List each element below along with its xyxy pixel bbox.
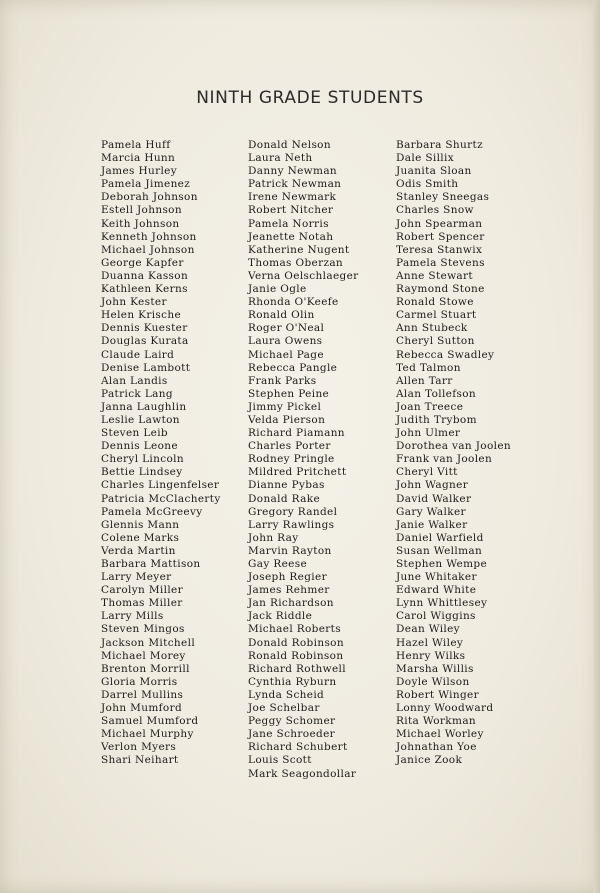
student-name: Lynda Scheid [248, 688, 325, 701]
student-name: Barbara Shurtz [396, 139, 483, 151]
student-name: Thomas Miller [101, 597, 183, 610]
student-name: Joan Treece [396, 400, 464, 413]
student-name: Colene Marks [101, 531, 180, 544]
student-name: Gregory Randel [248, 505, 338, 518]
student-name: Claude Laird [101, 348, 175, 361]
student-name: Denise Lambott [101, 361, 191, 374]
student-name: Gay Reese [248, 558, 308, 570]
student-name: Donald Robinson [248, 636, 344, 649]
student-name: Janie Walker [396, 518, 468, 531]
student-name: Ann Stubeck [396, 322, 468, 335]
student-name: George Kapfer [101, 256, 184, 269]
page-title: NINTH GRADE STUDENTS [196, 88, 424, 108]
student-name: Stephen Wempe [396, 558, 488, 570]
student-name: Michael Murphy [101, 728, 194, 741]
student-name: Charles Lingenfelser [101, 479, 220, 492]
student-name: Larry Rawlings [248, 518, 335, 531]
student-name: Cheryl Lincoln [101, 453, 184, 466]
student-name: Darrel Mullins [101, 688, 184, 701]
student-name: Leslie Lawton [101, 413, 180, 426]
student-name: Laura Neth [248, 152, 313, 165]
student-name: Judith Trybom [396, 413, 477, 426]
student-name: Janice Zook [396, 754, 463, 767]
student-name: Kenneth Johnson [101, 230, 197, 243]
student-name: Deborah Johnson [101, 191, 198, 204]
student-name: John Ray [248, 531, 299, 544]
student-name: Jane Schroeder [248, 728, 336, 741]
student-name: Cheryl Sutton [396, 335, 475, 348]
student-name: Frank van Joolen [396, 453, 493, 466]
student-name: June Whitaker [396, 571, 477, 584]
student-name: Charles Snow [396, 204, 474, 217]
student-name: Donald Nelson [248, 139, 331, 151]
student-name: John Spearman [396, 217, 483, 230]
student-list-column-2 [248, 139, 359, 781]
student-name: Robert Spencer [396, 230, 485, 243]
student-name: Michael Page [248, 348, 324, 361]
student-name: John Mumford [101, 702, 183, 715]
student-name: Pamela Norris [248, 217, 329, 230]
student-name: James Hurley [101, 165, 178, 178]
student-name: Rodney Pringle [248, 453, 335, 466]
student-name: Ronald Robinson [248, 649, 344, 662]
student-name: Barbara Mattison [101, 558, 201, 570]
student-name: Alan Tollefson [396, 387, 476, 400]
student-name: Duanna Kasson [101, 269, 189, 282]
student-name: Thomas Oberzan [248, 256, 344, 269]
student-name: Laura Owens [248, 335, 323, 348]
student-name: Daniel Warfield [396, 531, 484, 544]
student-name: Allen Tarr [396, 374, 453, 387]
student-name: Samuel Mumford [101, 715, 199, 728]
student-name: Jackson Mitchell [101, 636, 196, 649]
student-name: Raymond Stone [396, 283, 485, 296]
student-name: Verna Oelschlaeger [248, 269, 359, 282]
student-name: Verlon Myers [101, 741, 177, 754]
student-name: Michael Morey [101, 649, 186, 662]
student-name: Pamela Stevens [396, 256, 485, 269]
student-name: Steven Mingos [101, 623, 185, 636]
student-name: John Ulmer [396, 427, 461, 440]
student-name: Joseph Regier [248, 571, 327, 584]
student-name: Robert Winger [396, 688, 479, 701]
student-name: Ronald Olin [248, 309, 315, 322]
student-name: Dean Wiley [396, 623, 460, 636]
student-name: Alan Landis [101, 374, 168, 387]
student-name: Larry Meyer [101, 571, 172, 584]
student-name: Cynthia Ryburn [248, 675, 337, 688]
student-name: Larry Mills [101, 610, 164, 623]
student-name: Pamela Jimenez [101, 178, 191, 191]
student-name: Dianne Pybas [248, 479, 325, 492]
student-name: Marvin Rayton [248, 544, 332, 557]
student-name: Rhonda O'Keefe [248, 296, 339, 309]
student-name: Patrick Lang [101, 387, 173, 400]
student-name: Stephen Peine [248, 387, 330, 400]
student-name: Henry Wilks [396, 649, 466, 662]
student-name: Helen Krische [101, 309, 182, 322]
student-name: Lonny Woodward [396, 702, 494, 715]
student-name: Cheryl Vitt [396, 466, 458, 479]
student-name: Jimmy Pickel [248, 400, 322, 413]
student-name: Jeanette Notah [248, 230, 334, 243]
student-name: Marcia Hunn [101, 152, 176, 165]
student-name: Teresa Stanwix [396, 243, 483, 256]
student-name: Janna Laughlin [101, 400, 187, 413]
student-name: John Wagner [396, 479, 469, 492]
student-name: Brenton Morrill [101, 662, 190, 675]
student-name: Michael Roberts [248, 623, 341, 636]
student-name: James Rehmer [248, 584, 330, 597]
student-name: Kathleen Kerns [101, 283, 188, 296]
student-name: Michael Worley [396, 728, 484, 741]
student-name: Hazel Wiley [396, 636, 464, 649]
student-name: Marsha Willis [396, 662, 474, 675]
student-list-column-1 [101, 139, 221, 768]
student-name: Robert Nitcher [248, 204, 334, 217]
student-name: Pamela McGreevy [101, 505, 203, 518]
student-name: Rebecca Swadley [396, 348, 495, 361]
student-name: Douglas Kurata [101, 335, 189, 348]
student-name: Pamela Huff [101, 139, 171, 151]
student-name: Ronald Stowe [396, 296, 474, 309]
student-name: Estell Johnson [101, 204, 182, 217]
student-name: Mildred Pritchett [248, 466, 347, 479]
student-name: Roger O'Neal [248, 322, 325, 335]
student-name: Velda Pierson [248, 413, 326, 426]
student-name: Dennis Leone [101, 440, 178, 453]
student-name: Verda Martin [101, 544, 176, 557]
student-name: Michael Johnson [101, 243, 195, 256]
student-name: Dennis Kuester [101, 322, 188, 335]
student-name: Mark Seagondollar [248, 767, 357, 780]
student-name: Dale Sillix [396, 152, 454, 165]
student-name: Keith Johnson [101, 217, 180, 230]
student-name: Richard Piamann [248, 427, 345, 440]
student-list-column-3 [396, 139, 511, 768]
student-name: Louis Scott [248, 754, 312, 767]
student-name: Charles Porter [248, 440, 331, 453]
student-name: Carol Wiggins [396, 610, 476, 623]
student-name: Katherine Nugent [248, 243, 350, 256]
student-name: Steven Leib [101, 427, 168, 440]
student-name: Richard Schubert [248, 741, 348, 754]
student-name: Ted Talmon [396, 361, 461, 374]
student-name: Stanley Sneegas [396, 191, 490, 204]
student-name: Joe Schelbar [248, 702, 320, 715]
student-name: Janie Ogle [248, 283, 307, 296]
student-name: Doyle Wilson [396, 675, 470, 688]
student-name: Gary Walker [396, 505, 466, 518]
student-name: Gloria Morris [101, 675, 178, 688]
student-name: Peggy Schomer [248, 715, 336, 728]
student-name: Richard Rothwell [248, 662, 346, 675]
student-name: Dorothea van Joolen [396, 440, 512, 453]
student-name: Rebecca Pangle [248, 361, 338, 374]
student-name: Johnathan Yoe [396, 741, 477, 754]
student-name: Bettie Lindsey [101, 466, 183, 479]
student-name: Danny Newman [248, 165, 338, 178]
student-name: Anne Stewart [396, 269, 473, 282]
student-name: Glennis Mann [101, 518, 180, 531]
student-name: John Kester [101, 296, 167, 309]
student-name: Shari Neihart [101, 754, 179, 767]
student-name: Carolyn Miller [101, 584, 183, 597]
student-name: Rita Workman [396, 715, 477, 728]
student-name: Odis Smith [396, 178, 459, 191]
student-name: Jan Richardson [248, 597, 334, 610]
student-name: Patricia McClacherty [101, 492, 221, 505]
student-name: Patrick Newman [248, 178, 342, 191]
student-name: Frank Parks [248, 374, 317, 387]
student-name: Donald Rake [248, 492, 321, 505]
student-name: Susan Wellman [396, 544, 483, 557]
page-edge [593, 0, 600, 893]
student-name: Jack Riddle [248, 610, 313, 623]
student-name: David Walker [396, 492, 472, 505]
student-name: Edward White [396, 584, 477, 597]
student-name: Juanita Sloan [396, 165, 472, 178]
student-name: Irene Newmark [248, 191, 337, 204]
student-name: Lynn Whittlesey [396, 597, 488, 610]
student-name: Carmel Stuart [396, 309, 477, 322]
